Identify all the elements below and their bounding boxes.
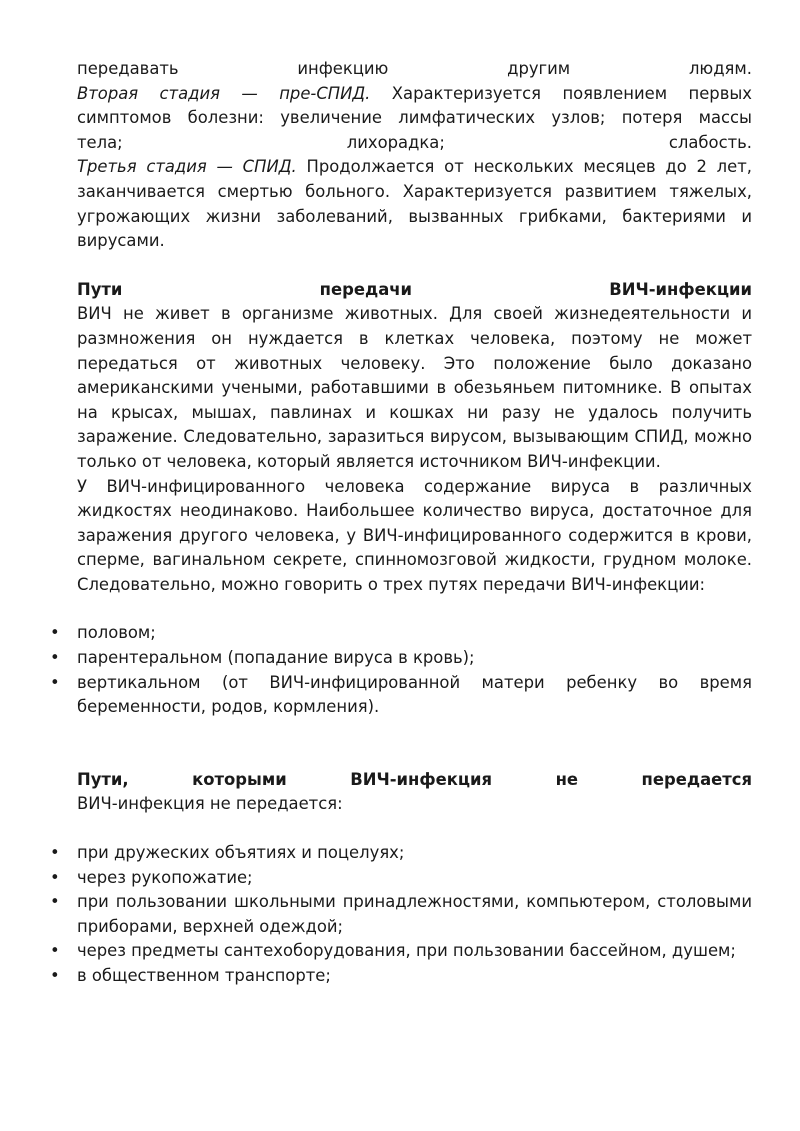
stage2-description: Характеризуется появлением первых симптомов болезни: увеличение лимфатических узлов; потеря массы	[77, 83, 752, 128]
transmission-routes-list	[77, 621, 752, 719]
spacer	[77, 254, 752, 278]
list-item: • вертикальном (от ВИЧ-инфицированной матери ребенку во время беременности, родов, кормления).	[77, 671, 752, 720]
stage2-label: Вторая стадия — пре-СПИД.	[77, 83, 371, 103]
list-item: • при пользовании школьными принадлежностями, компьютером, столовыми приборами, верхней одеждой;	[77, 890, 752, 939]
list-item: • в общественном транспорте;	[77, 964, 752, 989]
list-item: • через рукопожатие;	[77, 866, 752, 891]
spacer	[77, 597, 752, 621]
not-transmitted-list	[77, 841, 752, 989]
stage2-continuation: тела; лихорадка; слабость.	[77, 132, 752, 152]
list-item: • при дружеских объятиях и поцелуях;	[77, 841, 752, 866]
not-transmitted-lead: ВИЧ-инфекция не передается:	[77, 794, 343, 814]
transmission-paragraph-1: ВИЧ не живет в организме животных. Для своей жизнедеятельности и размножения он нуждается в клетках человека, поэтому не может передаться от животных человеку. Это положение было доказано американскими учеными, работавшими в обезьяньем питомнике. В опытах на крысах, мышах, павлинах и кошках ни разу не удалось получить заражение. Следовательно, заразиться вирусом, вызывающим СПИД, можно только от человека, который является источником ВИЧ-инфекции.	[77, 304, 752, 471]
section-heading-not-transmitted: Пути, которыми ВИЧ-инфекция не передается	[77, 769, 752, 789]
stage2-paragraph	[77, 82, 752, 131]
list-item: • парентеральном (попадание вируса в кровь);	[77, 646, 752, 671]
list-item: • через предметы сантехоборудования, при пользовании бассейном, душем;	[77, 939, 752, 964]
section-heading-transmission: Пути передачи ВИЧ-инфекции	[77, 279, 752, 299]
continued-line: передавать инфекцию другим людям.	[77, 59, 752, 78]
stage3-paragraph	[77, 155, 752, 253]
stage3-label: Третья стадия — СПИД.	[77, 157, 297, 177]
spacer	[77, 817, 752, 841]
transmission-paragraph-2: У ВИЧ-инфицированного человека содержание вируса в различных жидкостях неодинаково. Наибольшее количество вируса, достаточное для заражения другого человека, у ВИЧ-инфицированного содержится в крови, сперме, вагинальном секрете, спинномозговой жидкости, грудном молоке. Следовательно, можно говорить о трех путях передачи ВИЧ-инфекции:	[77, 476, 752, 594]
stage3-description: Продолжается от нескольких месяцев до 2 лет, заканчивается смертью больного. Характеризуется развитием тяжелых, угрожающих жизни заболеваний, вызванных грибками, бактериями и вирусами.	[77, 157, 752, 251]
list-item: • половом;	[77, 621, 752, 646]
spacer	[77, 720, 752, 768]
